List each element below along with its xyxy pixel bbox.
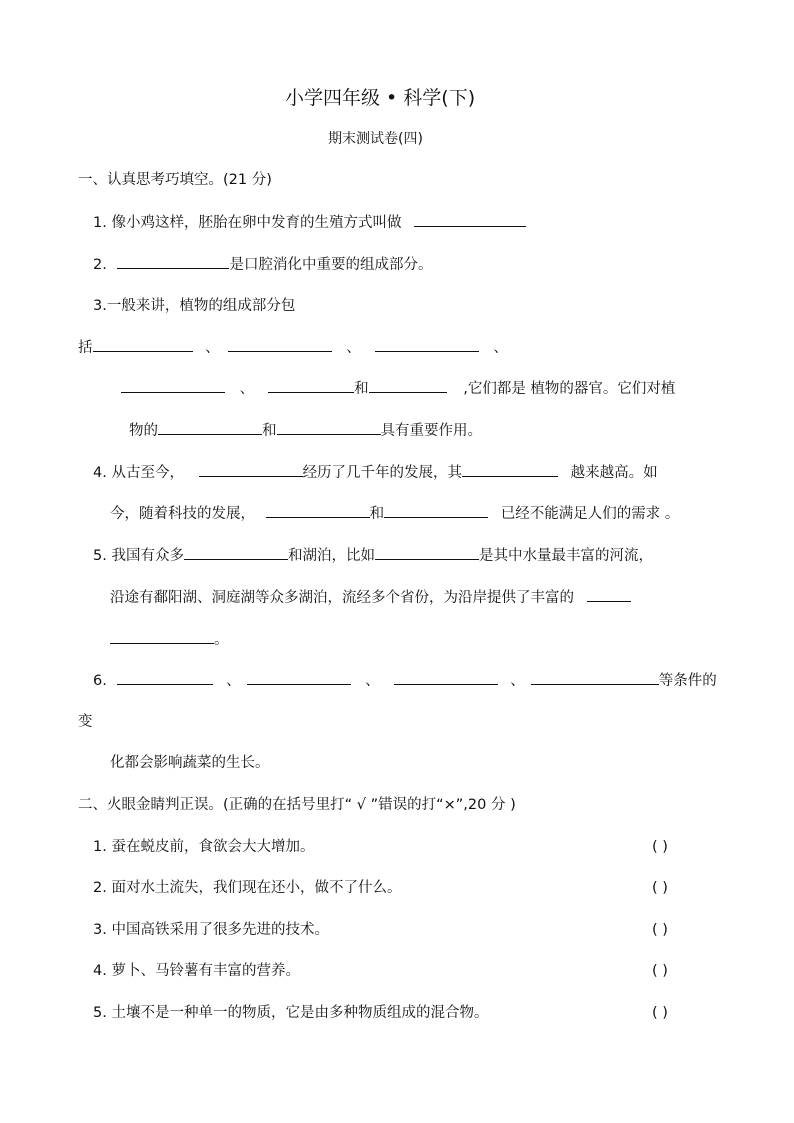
answer-blank[interactable]: [375, 545, 479, 560]
question-text: 中国高铁采用了很多先进的技术。: [111, 922, 329, 938]
separator: 、: [239, 381, 255, 397]
judge-item: [93, 878, 401, 898]
answer-blank[interactable]: [266, 503, 370, 518]
text-fragment: 和湖泊，比如: [287, 548, 375, 564]
question-3-line-1: 3.一般来讲，植物的组成部分包: [93, 298, 296, 314]
question-5-line-3: [110, 629, 229, 650]
answer-blank[interactable]: [117, 670, 213, 685]
answer-blank[interactable]: [384, 503, 488, 518]
judge-item: [93, 837, 314, 857]
section1-heading: 一、认真思考巧填空。(21 分): [78, 172, 272, 188]
separator: 、: [205, 340, 220, 356]
answer-blank[interactable]: [247, 670, 351, 685]
text-fragment: 等条件的: [658, 673, 717, 689]
question-6-line-1: [93, 670, 717, 691]
answer-parentheses[interactable]: ( ): [652, 1005, 668, 1021]
text-fragment: 已经不能满足人们的需求 。: [500, 506, 680, 522]
text-fragment: 物的: [129, 423, 158, 439]
text-fragment: 具有重要作用。: [380, 423, 482, 439]
question-3-line-2: [78, 337, 508, 358]
answer-blank[interactable]: [117, 254, 229, 269]
text-fragment: 我国有众多: [111, 548, 184, 564]
separator: 、: [365, 673, 380, 689]
text-fragment: 和: [369, 506, 385, 522]
answer-blank[interactable]: [375, 337, 479, 352]
question-6-line-3: 化都会影响蔬菜的生长。: [110, 755, 270, 771]
question-text: 蚕在蜕皮前，食欲会大大增加。: [111, 839, 315, 855]
text-fragment: ,它们都是 植物的器官。它们对植: [463, 381, 676, 397]
answer-blank[interactable]: [158, 420, 262, 435]
question-5-line-1: [93, 545, 653, 566]
separator: 、: [226, 673, 241, 689]
answer-parentheses[interactable]: ( ): [652, 922, 668, 938]
answer-parentheses[interactable]: ( ): [652, 963, 668, 979]
question-number: 4.: [93, 963, 107, 979]
answer-blank[interactable]: [462, 462, 558, 477]
question-number: 4.: [93, 465, 107, 481]
question-4-line-2: [110, 503, 679, 524]
question-text: 萝卜、马铃薯有丰富的营养。: [111, 963, 300, 979]
answer-blank[interactable]: [121, 378, 225, 393]
judge-item: [93, 961, 300, 981]
answer-blank[interactable]: [531, 670, 659, 685]
question-number: 1.: [93, 215, 107, 231]
question-number: 6.: [93, 673, 107, 689]
question-3-line-3: [121, 378, 675, 399]
question-text: 是口腔消化中重要的组成部分。: [229, 257, 433, 273]
answer-blank[interactable]: [394, 670, 498, 685]
answer-blank[interactable]: [228, 337, 332, 352]
answer-blank[interactable]: [587, 587, 631, 602]
answer-blank[interactable]: [93, 337, 193, 352]
text-fragment: 。: [214, 632, 229, 648]
separator: 、: [346, 340, 361, 356]
question-number: 3.: [93, 922, 107, 938]
separator: 、: [510, 673, 525, 689]
question-text: 像小鸡这样，胚胎在卵中发育的生殖方式叫做: [111, 215, 402, 231]
question-1: [93, 212, 526, 233]
answer-blank[interactable]: [277, 420, 381, 435]
answer-parentheses[interactable]: ( ): [652, 880, 668, 896]
text-fragment: 越来越高。如: [570, 465, 658, 481]
answer-blank[interactable]: [184, 545, 288, 560]
question-number: 1.: [93, 839, 107, 855]
answer-blank[interactable]: [199, 462, 303, 477]
page-subtitle: 期末测试卷(四): [328, 131, 423, 147]
judge-item: [93, 1003, 488, 1023]
answer-blank[interactable]: [414, 212, 526, 227]
question-number: 5.: [93, 1005, 107, 1021]
question-4-line-1: [93, 462, 658, 483]
text-fragment: 括: [78, 340, 93, 356]
question-3-line-4: [129, 420, 482, 441]
section2-heading: 二、火眼金睛判正误。(正确的在括号里打“ √ ”错误的打“×”,20 分 ): [78, 797, 516, 813]
answer-blank[interactable]: [369, 378, 447, 393]
text-fragment: 从古至今，: [111, 465, 184, 481]
text-fragment: 是其中水量最丰富的河流，: [478, 548, 653, 564]
question-6-line-2: 变: [78, 714, 93, 730]
text-fragment: 和: [262, 423, 277, 439]
question-number: 2.: [93, 880, 107, 896]
page-title: 小学四年级 • 科学(下): [285, 87, 476, 109]
judge-item: [93, 920, 329, 940]
question-5-line-2: [110, 587, 631, 608]
question-2: [93, 254, 432, 275]
text-fragment: 今，随着科技的发展，: [110, 506, 255, 522]
text-fragment: 和: [354, 381, 369, 397]
answer-blank[interactable]: [268, 378, 354, 393]
text-fragment: 经历了几千年的发展，其: [302, 465, 463, 481]
question-number: 5.: [93, 548, 107, 564]
question-text: 土壤不是一种单一的物质，它是由多种物质组成的混合物。: [111, 1005, 489, 1021]
answer-blank[interactable]: [110, 629, 214, 644]
question-number: 2.: [93, 257, 107, 273]
text-fragment: 沿途有鄱阳湖、洞庭湖等众多湖泊，流经多个省份，为沿岸提供了丰富的: [110, 590, 574, 606]
question-text: 面对水土流失，我们现在还小，做不了什么。: [111, 880, 402, 896]
answer-parentheses[interactable]: ( ): [652, 839, 668, 855]
separator: 、: [493, 340, 508, 356]
